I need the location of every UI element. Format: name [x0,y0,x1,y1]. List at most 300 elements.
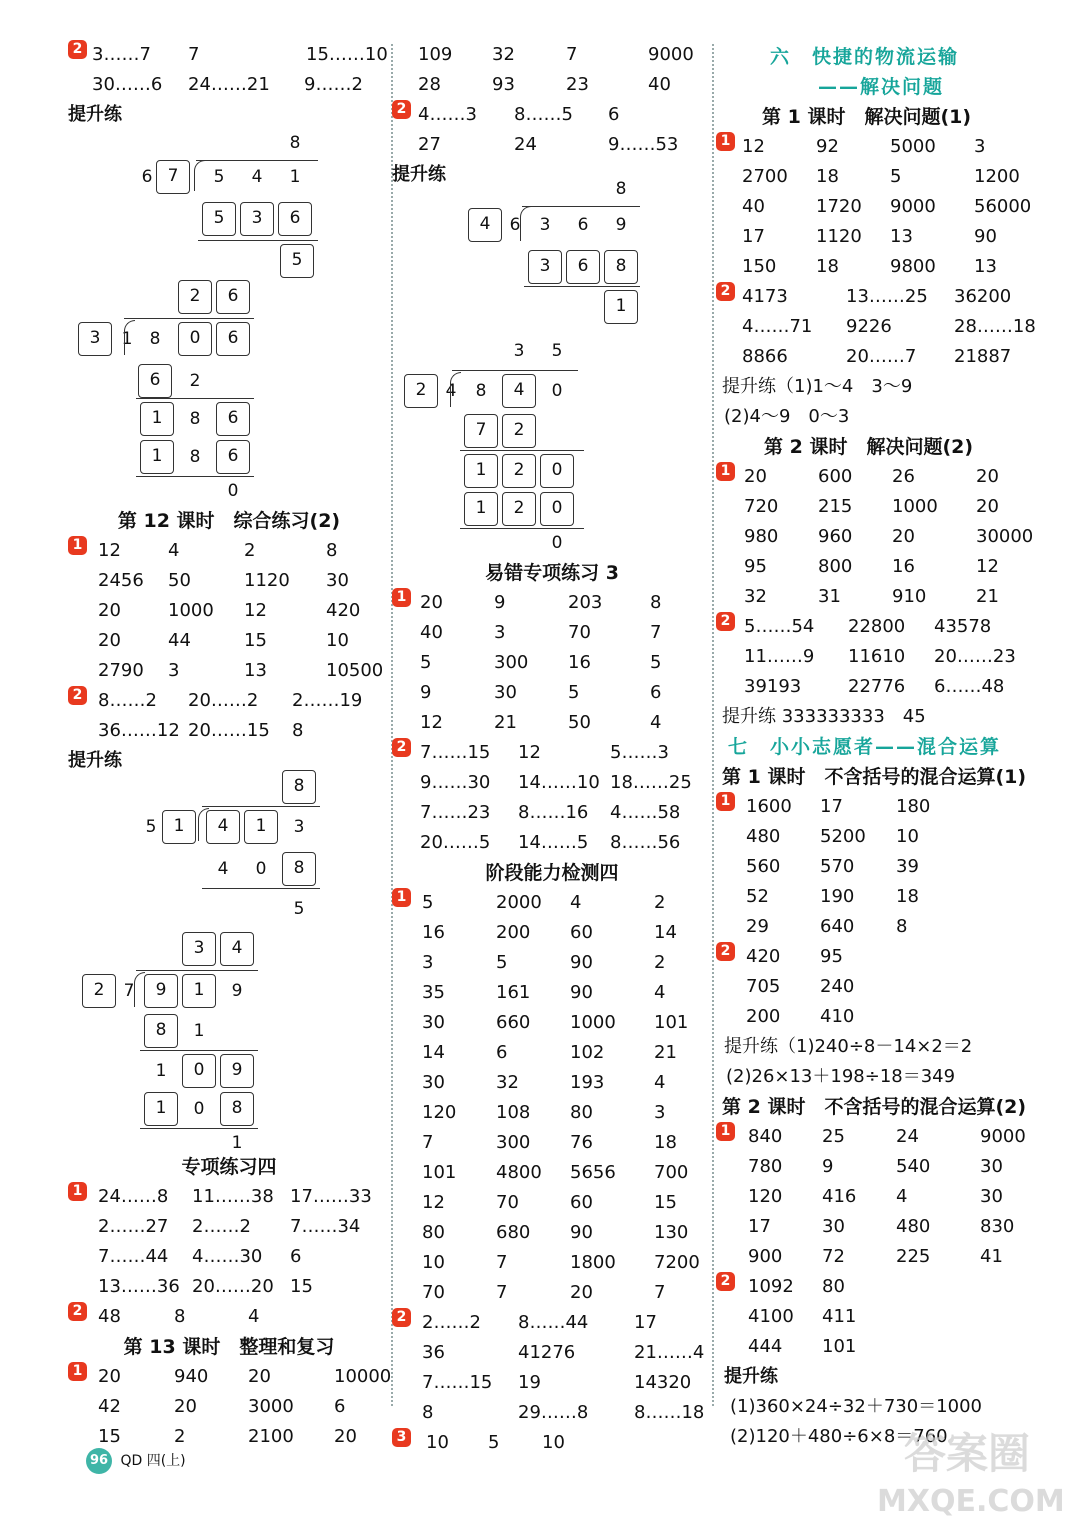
division-line [202,806,320,807]
answer-cell: 6 [650,682,662,703]
answer-row [392,828,712,858]
answer-row [392,918,712,948]
answer-cell: 4……58 [610,802,681,823]
answer-row [392,1068,712,1098]
answer-cell: 6 [608,104,620,125]
answer-cell: 705 [746,976,781,997]
answer-cell: 20 [174,1396,197,1417]
answer-cell: 8……18 [634,1402,705,1423]
answer-cell: 7 [650,622,662,643]
answer-cell: 10 [326,630,349,651]
answer-row [716,282,1046,312]
answer-box: 6 [138,364,172,398]
answer-row [716,192,1046,222]
answer-cell: 11……38 [192,1186,274,1207]
answer-cell: 56000 [974,196,1032,217]
question-number-badge: 2 [716,1272,735,1291]
answer-cell: 20 [98,600,121,621]
answer-cell: 15……10 [306,44,388,65]
answer-cell: 780 [748,1156,783,1177]
answer-cell: 20 [248,1366,271,1387]
answer-cell: 21 [494,712,517,733]
lesson-heading: 第 2 课时 解决问题(2) [764,436,974,458]
practice-answer: (2)120＋480÷6×8＝760 [730,1426,948,1447]
answer-cell: 660 [496,1012,531,1033]
answer-row [68,656,390,686]
answer-row [716,522,1046,552]
answer-cell: 20……20 [192,1276,274,1297]
answer-cell: 1000 [570,1012,616,1033]
answer-cell: 13……36 [98,1276,180,1297]
digit: 2 [189,371,201,391]
answer-row [716,492,1046,522]
answer-cell: 72 [822,1246,845,1267]
answer-cell: 2……19 [292,690,363,711]
division-line [136,970,258,971]
answer-box: 3 [78,322,112,356]
answer-cell: 12 [518,742,541,763]
answer-row [716,972,1046,1002]
answer-row [392,798,712,828]
answer-cell: 12 [98,540,121,561]
answer-cell: 640 [820,916,855,937]
answer-row [392,1338,712,1368]
section-heading: 易错专项练习 3 [485,562,619,584]
answer-row [716,162,1046,192]
answer-row [68,626,390,656]
digit: 5 [213,167,225,187]
answer-cell: 4……71 [742,316,813,337]
answer-cell: 8……16 [518,802,589,823]
answer-row [392,588,712,618]
answer-cell: 20 [976,496,999,517]
answer-cell: 29 [746,916,769,937]
answer-cell: 13……25 [846,286,928,307]
answer-box: 2 [404,374,438,408]
answer-row [392,100,712,130]
digit: 1 [155,1061,167,1081]
answer-row [716,792,1046,822]
answer-cell: 1000 [892,496,938,517]
digit: 3 [293,817,305,837]
answer-cell: 20……5 [420,832,491,853]
answer-cell: 16 [892,556,915,577]
answer-cell: 32 [492,44,515,65]
practice-answer: (2)26×13＋198÷18＝349 [726,1066,956,1087]
answer-cell: 16 [422,922,445,943]
answer-row [392,70,712,100]
answer-cell: 600 [818,466,853,487]
question-number-badge: 2 [392,100,411,119]
answer-cell: 24 [896,1126,919,1147]
answer-box: 9 [220,1054,254,1088]
answer-cell: 20 [98,630,121,651]
answer-cell: 26 [892,466,915,487]
division-line [202,888,320,889]
answer-cell: 39 [896,856,919,877]
answer-box: 1 [140,440,174,474]
answer-box: 6 [216,280,250,314]
answer-cell: 30……6 [92,74,163,95]
lesson-heading: 第 12 课时 综合练习(2) [117,510,341,532]
answer-cell: 15 [290,1276,313,1297]
answer-cell: 20……7 [846,346,917,367]
answer-box: 6 [216,440,250,474]
answer-cell: 44 [168,630,191,651]
answer-cell: 940 [174,1366,209,1387]
long-division [68,130,390,280]
question-number-badge: 2 [716,612,735,631]
answer-cell: 5000 [890,136,936,157]
division-line [136,398,254,399]
answer-cell: 80 [422,1222,445,1243]
question-number-badge: 2 [392,1308,411,1327]
answer-row [392,1128,712,1158]
digit: 1 [231,1133,243,1153]
answer-cell: 8 [174,1306,186,1327]
answer-box: 5 [280,244,314,278]
answer-cell: 20 [334,1426,357,1447]
answer-cell: 50 [568,712,591,733]
answer-cell: 5 [422,892,434,913]
answer-row [716,1182,1046,1212]
answer-cell: 101 [654,1012,689,1033]
answer-cell: 6 [290,1246,302,1267]
answer-cell: 9……30 [420,772,491,793]
answer-cell: 20……15 [188,720,270,741]
answer-row [68,1272,390,1302]
answer-row [392,888,712,918]
lesson-heading: 第 1 课时 解决问题(1) [762,106,972,128]
answer-row [392,708,712,738]
answer-cell: 36200 [954,286,1012,307]
answer-box: 7 [464,414,498,448]
answer-row [392,768,712,798]
digit: 0 [551,381,563,401]
answer-cell: 30 [822,1216,845,1237]
answer-cell: 9 [822,1156,834,1177]
answer-cell: 193 [570,1072,605,1093]
answer-cell: 4 [896,1186,908,1207]
answer-cell: 2 [244,540,256,561]
answer-cell: 40 [742,196,765,217]
answer-cell: 30 [422,1012,445,1033]
answer-cell: 93 [492,74,515,95]
answer-row [392,1158,712,1188]
digit: 9 [231,981,243,1001]
answer-cell: 9000 [980,1126,1026,1147]
answer-cell: 2 [654,952,666,973]
digit: 5 [293,899,305,919]
answer-cell: 3 [974,136,986,157]
answer-cell: 4 [168,540,180,561]
answer-cell: 90 [570,952,593,973]
answer-cell: 5 [496,952,508,973]
answer-row [68,536,390,566]
answer-cell: 4800 [496,1162,542,1183]
answer-row [68,1242,390,1272]
digit: 7 [123,981,135,1001]
answer-row [392,678,712,708]
answer-cell: 13 [974,256,997,277]
answer-cell: 102 [570,1042,605,1063]
answer-cell: 15 [98,1426,121,1447]
answer-row [716,822,1046,852]
digit: 8 [289,133,301,153]
answer-cell: 190 [820,886,855,907]
long-division [392,179,712,332]
answer-cell: 900 [748,1246,783,1267]
answer-cell: 8 [896,916,908,937]
answer-row [392,1008,712,1038]
answer-cell: 444 [748,1336,783,1357]
unit-title: 七 小小志愿者——混合运算 [728,736,1002,758]
answer-cell: 9000 [890,196,936,217]
digit: 9 [615,215,627,235]
answer-box: 6 [216,322,250,356]
answer-cell: 150 [742,256,777,277]
answer-cell: 13 [890,226,913,247]
answer-box: 8 [220,1092,254,1126]
answer-cell: 17 [742,226,765,247]
answer-cell: 215 [818,496,853,517]
answer-cell: 2 [174,1426,186,1447]
answer-cell: 23 [566,74,589,95]
answer-row [392,648,712,678]
answer-box: 1 [140,402,174,436]
division-line [450,372,461,407]
answer-cell: 2……2 [422,1312,481,1333]
answer-box: 8 [144,1014,178,1048]
answer-cell: 200 [496,922,531,943]
answer-box: 0 [540,492,574,526]
answer-row [716,1212,1046,1242]
answer-cell: 76 [570,1132,593,1153]
answer-cell: 17 [748,1216,771,1237]
book-label: QD 四(上) [120,1453,186,1469]
answer-cell: 40 [420,622,443,643]
division-line [460,450,584,451]
answer-cell: 6……48 [934,676,1005,697]
lesson-heading: 第 1 课时 不含括号的混合运算(1) [722,766,1027,788]
answer-cell: 980 [744,526,779,547]
answer-cell: 203 [568,592,603,613]
division-line [198,240,318,241]
answer-box: 0 [178,322,212,356]
division-line [140,1050,258,1051]
answer-cell: 12 [422,1192,445,1213]
answer-cell: 7 [566,44,578,65]
answer-row [68,1182,390,1212]
answer-cell: 32 [744,586,767,607]
answer-cell: 14……5 [518,832,589,853]
answer-cell: 540 [896,1156,931,1177]
answer-cell: 20 [976,466,999,487]
answer-cell: 5 [568,682,580,703]
answer-cell: 41 [980,1246,1003,1267]
answer-box: 2 [502,454,536,488]
answer-cell: 2790 [98,660,144,681]
answer-cell: 20 [420,592,443,613]
answer-cell: 225 [896,1246,931,1267]
answer-box: 0 [540,454,574,488]
answer-cell: 3 [168,660,180,681]
answer-cell: 1600 [746,796,792,817]
question-number-badge: 1 [716,1122,735,1141]
answer-cell: 25 [822,1126,845,1147]
answer-cell: 14320 [634,1372,692,1393]
answer-cell: 60 [570,922,593,943]
digit: 4 [445,381,457,401]
digit: 0 [255,859,267,879]
answer-cell: 95 [820,946,843,967]
answer-cell: 9800 [890,256,936,277]
answer-box: 0 [182,1054,216,1088]
answer-cell: 300 [496,1132,531,1153]
answer-cell: 5 [488,1432,500,1453]
answer-box: 1 [464,454,498,488]
answer-row [716,642,1046,672]
division-line [124,320,135,355]
digit: 6 [577,215,589,235]
answer-cell: 90 [570,1222,593,1243]
answer-cell: 9 [420,682,432,703]
answer-cell: 4 [650,712,662,733]
digit: 8 [615,179,627,199]
answer-box: 8 [604,250,638,284]
answer-cell: 22776 [848,676,906,697]
answer-cell: 120 [422,1102,457,1123]
answer-cell: 20 [744,466,767,487]
answer-row [392,1218,712,1248]
digit: 4 [251,167,263,187]
answer-cell: 720 [744,496,779,517]
answer-cell: 31 [818,586,841,607]
answer-cell: 101 [822,1336,857,1357]
long-division [68,280,390,501]
answer-cell: 1800 [570,1252,616,1273]
answer-cell: 3 [494,622,506,643]
answer-cell: 1120 [244,570,290,591]
answer-row [392,1098,712,1128]
practice-label: 提升练 [68,104,122,125]
answer-row [392,1368,712,1398]
answer-cell: 30 [980,1156,1003,1177]
answer-cell: 20……23 [934,646,1016,667]
answer-cell: 420 [326,600,361,621]
answer-cell: 411 [822,1306,857,1327]
answer-box: 1 [464,492,498,526]
answer-cell: 161 [496,982,531,1003]
answer-cell: 4 [654,982,666,1003]
answer-cell: 4 [570,892,582,913]
answer-row [68,566,390,596]
division-line [124,318,254,319]
answer-cell: 4……3 [418,104,477,125]
answer-row [68,1362,390,1392]
digit: 4 [217,859,229,879]
answer-cell: 15 [654,1192,677,1213]
answer-cell: 8……56 [610,832,681,853]
answer-row [392,738,712,768]
answer-cell: 28……18 [954,316,1036,337]
answer-cell: 4……30 [192,1246,263,1267]
answer-row [392,40,712,70]
answer-cell: 9 [494,592,506,613]
answer-row [392,1308,712,1338]
answer-row [716,1242,1046,1272]
answer-cell: 42 [98,1396,121,1417]
answer-cell: 9……2 [304,74,363,95]
column-2 [392,40,712,1458]
division-line [522,206,640,207]
answer-cell: 12 [420,712,443,733]
answer-cell: 108 [496,1102,531,1123]
digit: 6 [141,167,153,187]
answer-row [68,686,390,716]
answer-cell: 960 [818,526,853,547]
answer-cell: 29……8 [518,1402,589,1423]
answer-cell: 7 [496,1282,508,1303]
answer-box: 4 [220,932,254,966]
question-number-badge: 2 [716,282,735,301]
answer-cell: 12 [742,136,765,157]
answer-cell: 18 [816,166,839,187]
answer-cell: 35 [422,982,445,1003]
answer-row [716,312,1046,342]
answer-cell: 50 [168,570,191,591]
answer-box: 2 [178,280,212,314]
question-number-badge: 2 [68,40,87,59]
answer-cell: 18 [896,886,919,907]
answer-row [392,1188,712,1218]
answer-cell: 20 [892,526,915,547]
answer-cell: 10500 [326,660,384,681]
digit: 0 [193,1099,205,1119]
answer-box: 4 [502,374,536,408]
answer-cell: 3 [422,952,434,973]
answer-cell: 80 [570,1102,593,1123]
answer-box: 3 [182,932,216,966]
answer-cell: 2……2 [192,1216,251,1237]
answer-cell: 32 [496,1072,519,1093]
answer-row [716,462,1046,492]
question-number-badge: 2 [68,686,87,705]
answer-cell: 7……44 [98,1246,169,1267]
answer-cell: 109 [418,44,453,65]
answer-cell: 7200 [654,1252,700,1273]
answer-cell: 4 [654,1072,666,1093]
answer-cell: 7 [654,1282,666,1303]
answer-cell: 2700 [742,166,788,187]
question-number-badge: 2 [716,942,735,961]
answer-cell: 2 [654,892,666,913]
answer-cell: 410 [820,1006,855,1027]
answer-cell: 8866 [742,346,788,367]
answer-cell: 17 [820,796,843,817]
answer-cell: 39193 [744,676,802,697]
answer-cell: 480 [746,826,781,847]
answer-cell: 40 [648,74,671,95]
column-divider-2 [712,44,714,1406]
answer-cell: 17 [634,1312,657,1333]
answer-cell: 10 [896,826,919,847]
answer-box: 1 [162,810,196,844]
answer-cell: 48 [98,1306,121,1327]
answer-cell: 10 [542,1432,565,1453]
answer-cell: 5200 [820,826,866,847]
answer-cell: 30 [422,1072,445,1093]
